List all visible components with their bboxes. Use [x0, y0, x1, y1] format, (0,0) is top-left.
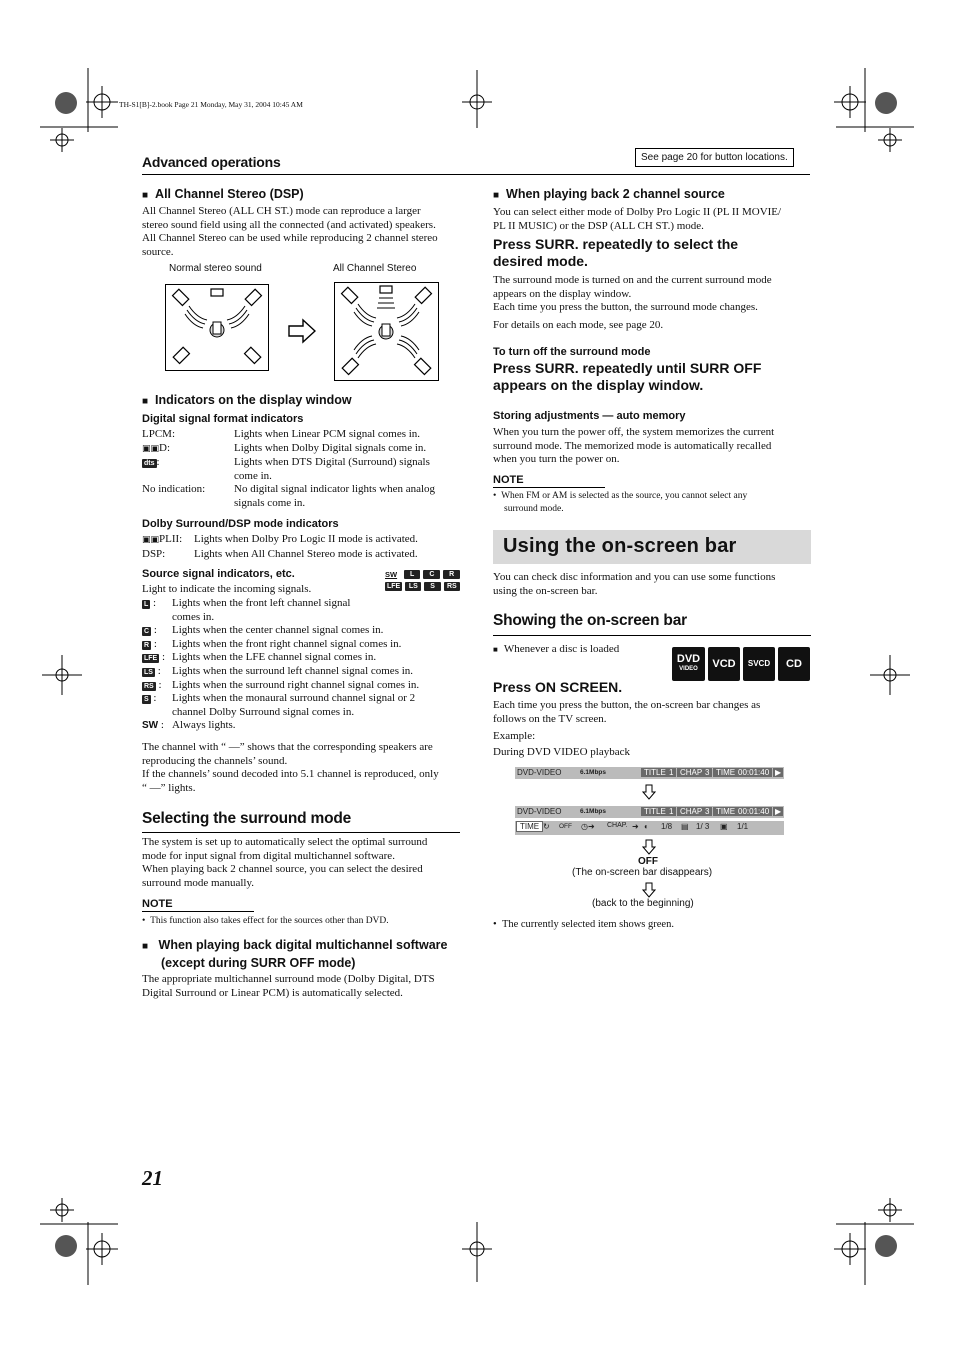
all-channel-diagram [334, 282, 439, 381]
channel-note: The channel with “ —” shows that the corresponding speakers are reproducing the channels’ sound. If the channels’ sound decoded into 5.1 channel is reproduced, only “ —” lights. [142, 741, 439, 794]
page-number: 21 [142, 1166, 163, 1190]
two-channel-heading: ■ When playing back 2 channel source [493, 187, 725, 201]
onscreen-banner [493, 530, 811, 564]
selecting-surround-heading: Selecting the surround mode [142, 810, 352, 827]
back-to-beginning: (back to the beginning) [592, 898, 694, 909]
auto-memory-title: Storing adjustments — auto memory [493, 410, 686, 422]
normal-stereo-diagram [165, 284, 269, 371]
selecting-body: The system is set up to automatically select the optimal surround mode for input signal from digital multichannel software. When playing back 2 channel source, you can select the desired surround mode manually. [142, 836, 428, 889]
note-label-right: NOTE [493, 474, 524, 486]
showing-bar-rule [493, 635, 811, 636]
dolby-mode-title: Dolby Surround/DSP mode indicators [142, 518, 339, 530]
disc-badges [672, 647, 810, 681]
during-dvd-label: During DVD VIDEO playback [493, 746, 630, 758]
on-screen-body: Each time you press the button, the on-screen bar changes as follows on the TV screen. [493, 699, 761, 725]
note-item-left: • This function also takes effect for the sources other than DVD. [142, 916, 389, 926]
onscreen-bar-1: DVD-VIDEO 6.1Mbps TITLE 1 CHAP 3 TIME 00:01:40 ▶ [515, 767, 784, 779]
down-arrow-icon [642, 882, 656, 899]
two-channel-body: You can select either mode of Dolby Pro Logic II (PL II MOVIE/ PL II MUSIC) or the DSP (ALL CH ST.) mode. [493, 206, 782, 232]
clock-icon: ◷➜ [581, 822, 595, 831]
off-label: OFF [638, 856, 658, 867]
off-description: (The on-screen bar disappears) [572, 867, 713, 878]
onscreen-intro: You can check disc information and you can use some functions using the on-screen bar. [493, 571, 776, 597]
showing-bar-heading: Showing the on-screen bar [493, 612, 687, 629]
see-page-text: See page 20 for button locations. [641, 152, 788, 163]
subtitle-icon: ▤ [681, 822, 689, 831]
svcd-badge: SVCD [743, 647, 775, 681]
acs-body: All Channel Stereo (ALL CH ST.) mode can reproduce a larger stereo sound field using all the connected (and activated) speakers. All Channel Stereo can be used while reproducing 2 channel stereo source. [142, 205, 438, 258]
angle-icon: ▣ [720, 822, 728, 831]
dts-logo-icon: dts [144, 460, 155, 468]
note-item-right: • When FM or AM is selected as the source, you cannot select any surround mode. [493, 491, 748, 514]
digital-format-list: LPCM: Lights when Linear PCM signal comes in. ▣▣D: Lights when Dolby Digital signals come in. dts : Lights when DTS Digital (Surround) signals come in. No indication: No digital signal indicator lights when analog signals come in. [142, 428, 436, 509]
acs-heading: ■ All Channel Stereo (DSP) [142, 187, 304, 201]
source-signal-title: Source signal indicators, etc. [142, 568, 295, 580]
indicators-heading: ■ Indicators on the display window [142, 393, 352, 407]
dolby-pl-icon: ▣▣ [142, 535, 160, 545]
source-signal-intro: Light to indicate the incoming signals. [142, 583, 312, 595]
section-header-title: Advanced operations [142, 154, 281, 170]
step-press-surr-ref: For details on each mode, see page 20. [493, 319, 664, 331]
multichannel-body: The appropriate multichannel surround mode (Dolby Digital, DTS Digital Surround or Linear PCM) is automatically selected. [142, 973, 435, 999]
onscreen-banner-title: Using the on-screen bar [503, 535, 737, 557]
vcd-badge: VCD [708, 647, 740, 681]
step-press-surr: Press SURR. repeatedly to select the desired mode. [493, 236, 739, 269]
dvd-video-badge: DVD VIDEO [672, 647, 705, 681]
selecting-rule [142, 832, 460, 833]
dolby-dd-icon: ▣▣ [142, 443, 160, 454]
label-all-channel: All Channel Stereo [333, 263, 417, 274]
down-arrow-icon [642, 839, 656, 856]
onscreen-bar-2-top: DVD-VIDEO 6.1Mbps TITLE 1 CHAP 3 TIME 00:01:40 ▶ [515, 806, 784, 818]
example-label: Example: [493, 730, 536, 742]
step-press-surr-body: The surround mode is turned on and the current surround mode appears on the display window. Each time you press the button, the surround mode changes. [493, 274, 772, 314]
multichannel-heading: ■ When playing back digital multichannel software (except during SURR OFF mode) [142, 937, 447, 972]
audio-icon: ◐ [644, 822, 649, 831]
onscreen-bar-2-bottom: TIME ↻ OFF ◷➜ CHAP. ➜ ◐ 1/8 ▤ 1/ 3 ▣ 1/1 [515, 821, 784, 835]
note-label-left: NOTE [142, 898, 173, 910]
repeat-icon: ↻ [543, 822, 550, 831]
step-surr-off: Press SURR. repeatedly until SURR OFF appears on the display window. [493, 360, 762, 393]
see-page-box [635, 148, 794, 167]
source-indicator-panel: SW L C R LFE LS S RS [385, 570, 460, 591]
note-rule-right [493, 487, 605, 488]
auto-memory-body: When you turn the power off, the system memorizes the current surround mode. The memorized mode is automatically recalled when you turn the power on. [493, 426, 775, 466]
right-arrow-icon [288, 318, 316, 344]
label-normal-stereo: Normal stereo sound [169, 263, 262, 274]
step-press-on-screen: Press ON SCREEN. [493, 679, 623, 695]
header-rule [142, 174, 810, 175]
digital-format-title: Digital signal format indicators [142, 413, 304, 425]
whenever-loaded: ■ Whenever a disc is loaded [493, 643, 620, 655]
file-info: TH-S1[B]-2.book Page 21 Monday, May 31, 2004 10:45 AM [119, 100, 303, 109]
selected-item-note: • The currently selected item shows green. [493, 919, 674, 930]
turn-off-title: To turn off the surround mode [493, 346, 651, 358]
cd-badge: CD [778, 647, 810, 681]
dolby-mode-list: ▣▣PLII: Lights when Dolby Pro Logic II mode is activated. DSP: Lights when All Channel Stereo mode is activated. [142, 533, 418, 560]
source-signal-list: L : Lights when the front left channel signal comes in. C : Lights when the center channel signal comes in. R : Lights when the front right channel signal comes in. LFE : Lights when the LFE channel signal comes in. LS : Lights when the surround left channel signal comes in. RS : Lights when the surround right channel signal comes in. S : Lights when the monaural surround channel signal or 2 channel Dolby Surround signal comes in. SW : Always lights. [142, 597, 420, 732]
down-arrow-icon [642, 784, 656, 801]
note-rule-left [142, 911, 254, 912]
